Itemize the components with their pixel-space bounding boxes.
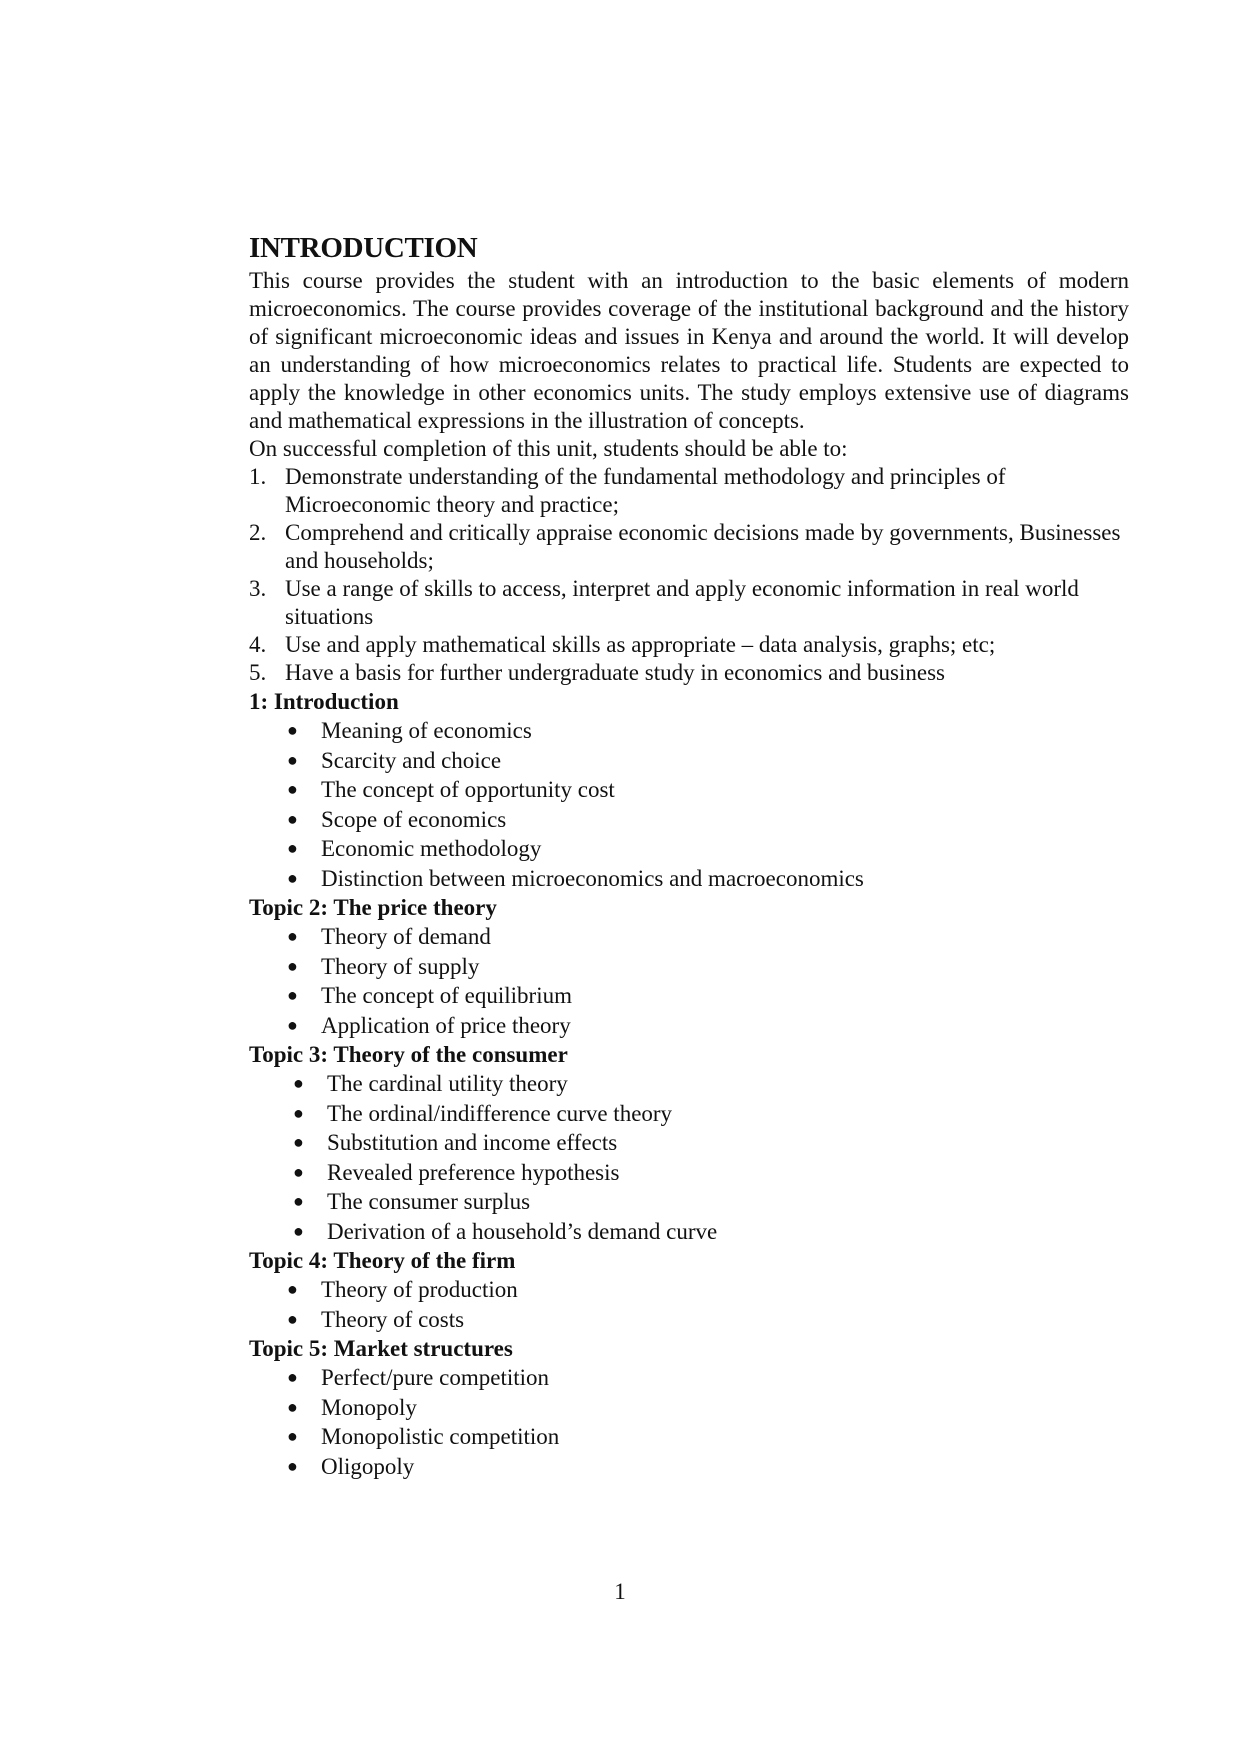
list-item: ● Oligopoly <box>249 1452 1129 1482</box>
topic-5-list <box>249 1363 1129 1481</box>
bullet-icon: ● <box>293 1161 304 1182</box>
list-item: ● The concept of opportunity cost <box>249 775 1129 805</box>
topic-2-list <box>249 922 1129 1040</box>
objectives-list <box>249 463 1129 687</box>
bullet-icon: ● <box>293 1073 304 1093</box>
objective-number: 5. <box>249 660 267 685</box>
bullet-icon: ● <box>287 720 298 740</box>
bullet-icon: ● <box>287 1279 298 1299</box>
objective-item <box>249 463 1129 519</box>
list-item: ● The cardinal utility theory <box>249 1069 1129 1099</box>
objective-item <box>249 659 1129 687</box>
bullet-icon: ● <box>293 1191 304 1211</box>
bullet-icon: ● <box>293 1102 304 1123</box>
topic-title: 1: Introduction <box>249 689 399 714</box>
document-body <box>249 231 1129 1481</box>
topic-title: Topic 5: Market structures <box>249 1336 513 1361</box>
list-item: ● Theory of demand <box>249 922 1129 952</box>
objective-item <box>249 631 1129 659</box>
objective-text: Demonstrate understanding of the fundamental methodology and principles of Microeconomic theory and practice; <box>285 464 1006 517</box>
bullet-icon: ● <box>287 1014 298 1035</box>
topic-title: Topic 3: Theory of the consumer <box>249 1042 568 1067</box>
list-item: ● Meaning of economics <box>249 716 1129 746</box>
bullet-icon: ● <box>287 1396 298 1417</box>
list-item: ● Perfect/pure competition <box>249 1363 1129 1393</box>
bullet-icon: ● <box>287 779 298 799</box>
intro-paragraph: This course provides the student with an introduction to the basic elements of modern microeconomics. The course provides coverage of the institutional background and the history of significant microeconomic ideas and issues in Kenya and around the world. It will develop an understanding of how microeconomics relates to practical life. Students are expected to apply the knowledge in other economics units. The study employs extensive use of diagrams and mathematical expressions in the illustration of concepts. <box>249 268 1129 433</box>
topic-title: Topic 4: Theory of the firm <box>249 1248 516 1273</box>
objective-item <box>249 519 1129 575</box>
page-heading: INTRODUCTION <box>249 232 478 264</box>
topic-title: Topic 2: The price theory <box>249 895 497 920</box>
list-item: ● Scarcity and choice <box>249 746 1129 776</box>
bullet-icon: ● <box>287 955 298 976</box>
list-item: ● Monopolistic competition <box>249 1422 1129 1452</box>
bullet-icon: ● <box>287 1308 298 1329</box>
list-item: ● Theory of costs <box>249 1305 1129 1335</box>
page-number: 1 <box>614 1579 626 1604</box>
list-item: ● Application of price theory <box>249 1011 1129 1041</box>
bullet-icon: ● <box>287 808 298 829</box>
list-item: ● Scope of economics <box>249 805 1129 835</box>
list-item: ● The concept of equilibrium <box>249 981 1129 1011</box>
objective-number: 2. <box>249 520 267 545</box>
bullet-icon: ● <box>287 1426 298 1446</box>
topic-3-list <box>249 1069 1129 1246</box>
objective-number: 1. <box>249 464 267 489</box>
bullet-icon: ● <box>287 867 298 888</box>
list-item: ● Monopoly <box>249 1393 1129 1423</box>
bullet-icon: ● <box>287 985 298 1005</box>
list-item: ● Derivation of a household’s demand curve <box>249 1217 1129 1247</box>
bullet-icon: ● <box>287 838 298 858</box>
objective-number: 4. <box>249 632 267 657</box>
objective-text: Use and apply mathematical skills as appropriate – data analysis, graphs; etc; <box>285 632 996 657</box>
objective-number: 3. <box>249 576 267 601</box>
list-item: ● The consumer surplus <box>249 1187 1129 1217</box>
list-item: ● The ordinal/indifference curve theory <box>249 1099 1129 1129</box>
objective-text: Use a range of skills to access, interpret and apply economic information in real world situations <box>285 576 1079 629</box>
topic-4-list <box>249 1275 1129 1334</box>
bullet-icon: ● <box>293 1220 304 1241</box>
objective-text: Have a basis for further undergraduate study in economics and business <box>285 660 946 685</box>
objective-text: Comprehend and critically appraise economic decisions made by governments, Businesses and households; <box>285 520 1121 573</box>
objective-item <box>249 575 1129 631</box>
bullet-icon: ● <box>293 1132 304 1152</box>
bullet-icon: ● <box>287 1455 298 1476</box>
bullet-icon: ● <box>287 926 298 946</box>
list-item: ● Distinction between microeconomics and macroeconomics <box>249 864 1129 894</box>
list-item: ● Theory of supply <box>249 952 1129 982</box>
list-item: ● Substitution and income effects <box>249 1128 1129 1158</box>
list-item: ● Revealed preference hypothesis <box>249 1158 1129 1188</box>
objectives-lead: On successful completion of this unit, students should be able to: <box>249 436 848 461</box>
topic-1-list <box>249 716 1129 893</box>
list-item: ● Theory of production <box>249 1275 1129 1305</box>
list-item: ● Economic methodology <box>249 834 1129 864</box>
bullet-icon: ● <box>287 749 298 770</box>
bullet-icon: ● <box>287 1367 298 1387</box>
